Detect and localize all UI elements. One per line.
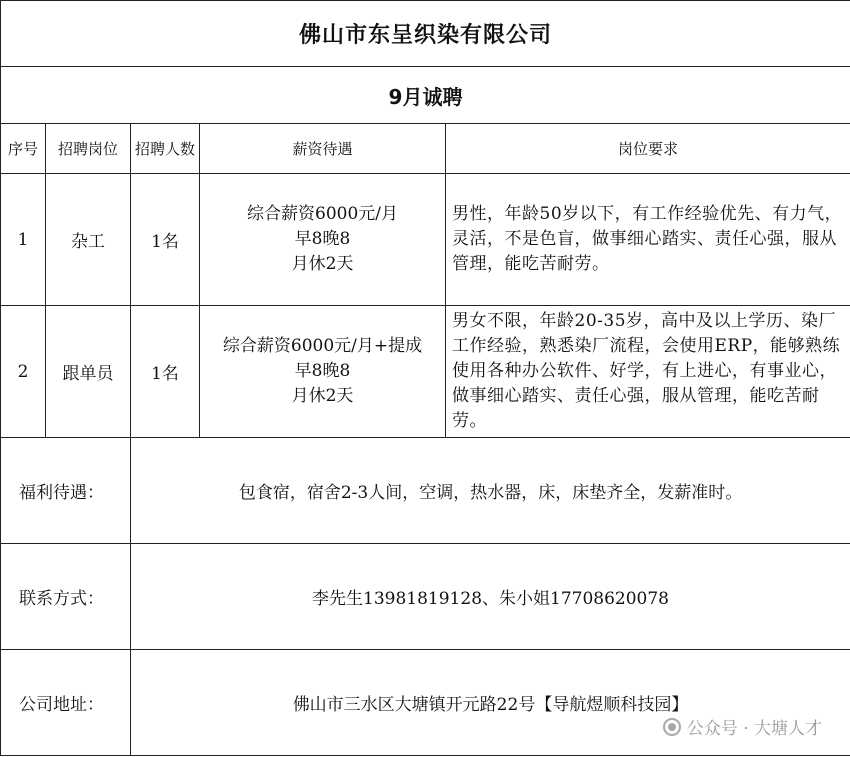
header-requirements: 岗位要求 <box>446 124 850 174</box>
job-index: 2 <box>1 306 46 438</box>
job-row <box>1 174 850 306</box>
header-count: 招聘人数 <box>131 124 200 174</box>
job-salary <box>200 174 446 306</box>
contact-value: 李先生13981819128、朱小姐17708620078 <box>131 544 850 650</box>
job-count: 1名 <box>131 306 200 438</box>
job-requirements: 男性，年龄50岁以下，有工作经验优先、有力气，灵活，不是色盲，做事细心踏实、责任心强，服从管理，能吃苦耐劳。 <box>446 174 850 306</box>
header-position: 招聘岗位 <box>46 124 131 174</box>
benefits-value: 包食宿，宿舍2-3人间，空调，热水器，床，床垫齐全，发薪准时。 <box>131 438 850 544</box>
watermark-text: 公众号 · 大塘人才 <box>686 719 822 739</box>
job-salary <box>200 306 446 438</box>
watermark <box>663 714 822 739</box>
address-row <box>1 650 850 756</box>
salary-line: 月休2天 <box>291 386 354 406</box>
contact-label: 联系方式： <box>1 544 131 650</box>
salary-line: 早8晚8 <box>294 229 351 249</box>
salary-line: 月休2天 <box>291 254 354 274</box>
address-label: 公司地址： <box>1 650 131 756</box>
header-index: 序号 <box>1 124 46 174</box>
job-index: 1 <box>1 174 46 306</box>
contact-row <box>1 544 850 650</box>
job-position: 杂工 <box>46 174 131 306</box>
header-salary: 薪资待遇 <box>200 124 446 174</box>
salary-line: 早8晚8 <box>294 361 351 381</box>
job-row <box>1 306 850 438</box>
benefits-label: 福利待遇： <box>1 438 131 544</box>
job-count: 1名 <box>131 174 200 306</box>
job-requirements: 男女不限，年龄20-35岁，高中及以上学历、染厂工作经验，熟悉染厂流程，会使用ERP，能够熟练使用各种办公软件、好学，有上进心，有事业心，做事细心踏实、责任心强，服从管理，能吃苦耐劳。 <box>446 306 850 438</box>
address-value: 佛山市三水区大塘镇开元路22号【导航煜顺科技园】 <box>131 650 850 756</box>
table-header-row <box>1 124 850 174</box>
salary-line: 综合薪资6000元/月+提成 <box>222 336 423 356</box>
salary-line: 综合薪资6000元/月 <box>247 204 398 224</box>
job-position: 跟单员 <box>46 306 131 438</box>
benefits-row <box>1 438 850 544</box>
wechat-official-account-icon <box>663 718 681 736</box>
company-title: 佛山市东呈织染有限公司 <box>1 1 850 67</box>
recruitment-subtitle: 9月诚聘 <box>1 67 850 124</box>
